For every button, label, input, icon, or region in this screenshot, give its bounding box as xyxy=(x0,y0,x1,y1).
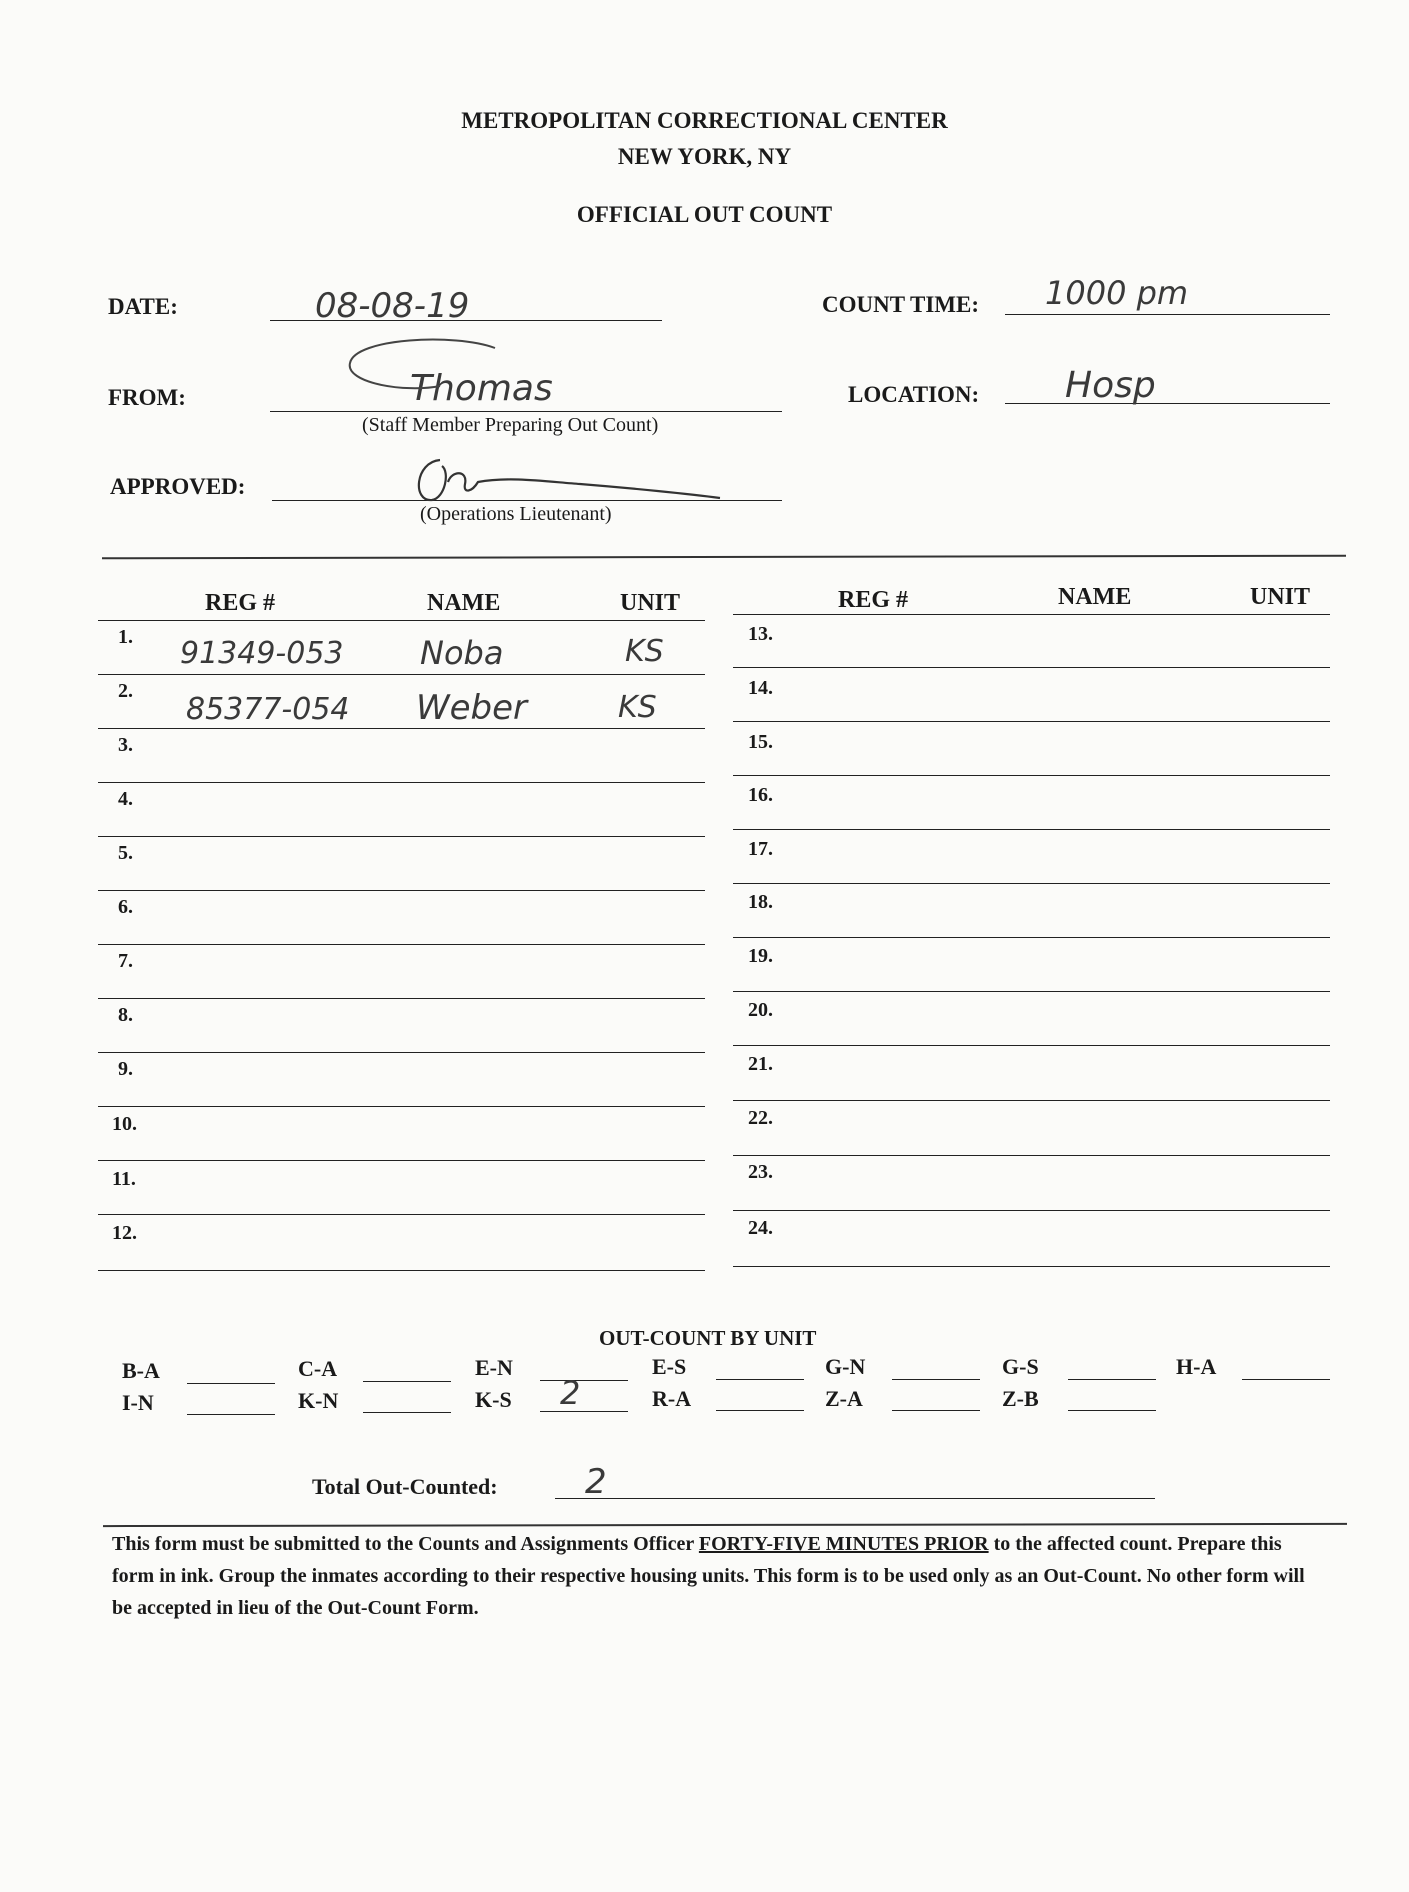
unit-line-z-a[interactable] xyxy=(892,1410,980,1411)
approved-caption: (Operations Lieutenant) xyxy=(420,503,612,525)
right-header-line xyxy=(733,614,1330,615)
unit-label-k-s: K-S xyxy=(475,1387,512,1412)
unit-line-g-s[interactable] xyxy=(1068,1379,1156,1380)
row-line xyxy=(733,883,1330,884)
row-line xyxy=(733,1266,1330,1267)
row-number: 1. xyxy=(118,626,133,648)
row-line xyxy=(733,721,1330,722)
right-name-header: NAME xyxy=(1058,584,1132,610)
unit-label-i-n: I-N xyxy=(122,1390,154,1415)
unit-label-e-s: E-S xyxy=(652,1354,687,1379)
instructions-deadline: FORTY-FIVE MINUTES PRIOR xyxy=(698,1533,989,1555)
unit-label-z-a: Z-A xyxy=(825,1386,863,1411)
row-number: 5. xyxy=(118,842,133,864)
row-reg[interactable]: 91349-053 xyxy=(180,636,344,671)
from-signature-flourish xyxy=(345,338,545,413)
unit-value-k-s[interactable]: 2 xyxy=(560,1374,581,1412)
unit-line-h-a[interactable] xyxy=(1242,1379,1330,1380)
unit-label-e-n: E-N xyxy=(475,1355,513,1380)
row-number: 22. xyxy=(748,1107,773,1129)
row-number: 20. xyxy=(748,999,773,1021)
row-line xyxy=(98,1270,705,1271)
unit-label-g-s: G-S xyxy=(1002,1354,1039,1379)
date-value[interactable]: 08-08-19 xyxy=(315,286,470,326)
institution-location: NEW YORK, NY xyxy=(617,144,792,169)
unit-line-g-n[interactable] xyxy=(892,1379,980,1380)
row-number: 17. xyxy=(748,838,773,860)
unit-label-r-a: R-A xyxy=(652,1386,692,1411)
instructions-text-2: to the affected count. Prepare this form in ink. Group the inmates according to their respective housing units. This form is to be used only as an Out-Count. No other form will be accepted in lieu of the Out-Count Form. xyxy=(112,1533,1305,1619)
row-line xyxy=(98,782,705,783)
unit-label-k-n: K-N xyxy=(298,1388,339,1413)
unit-label-b-a: B-A xyxy=(122,1358,160,1383)
row-name[interactable]: Weber xyxy=(416,688,528,728)
row-line xyxy=(733,1100,1330,1101)
count-time-line xyxy=(1005,314,1330,315)
row-number: 21. xyxy=(748,1053,773,1075)
instructions xyxy=(112,1528,1322,1624)
left-unit-header: UNIT xyxy=(620,590,681,616)
row-number: 6. xyxy=(118,896,133,918)
date-label: DATE: xyxy=(108,294,178,319)
row-line xyxy=(733,1155,1330,1156)
unit-label-g-n: G-N xyxy=(825,1354,866,1379)
unit-label-h-a: H-A xyxy=(1176,1354,1217,1379)
instructions-text-1: This form must be submitted to the Counts and Assignments Officer xyxy=(112,1533,699,1555)
row-number: 8. xyxy=(118,1004,133,1026)
right-reg-header: REG # xyxy=(838,587,909,613)
row-line xyxy=(98,1160,705,1161)
approved-label: APPROVED: xyxy=(110,474,246,499)
row-line xyxy=(98,1052,705,1053)
row-line xyxy=(733,1045,1330,1046)
row-number: 15. xyxy=(748,731,773,753)
unit-line-i-n[interactable] xyxy=(187,1414,275,1415)
unit-label-c-a: C-A xyxy=(298,1356,338,1381)
row-number: 18. xyxy=(748,891,773,913)
location-label: LOCATION: xyxy=(848,382,980,407)
row-line xyxy=(733,1210,1330,1211)
row-line xyxy=(98,1214,705,1215)
row-line xyxy=(98,890,705,891)
row-number: 10. xyxy=(112,1113,137,1135)
count-time-value[interactable]: 1000 pm xyxy=(1045,274,1189,312)
right-unit-header: UNIT xyxy=(1250,584,1311,610)
row-unit[interactable]: KS xyxy=(625,634,664,669)
row-reg[interactable]: 85377-054 xyxy=(186,692,350,727)
from-caption: (Staff Member Preparing Out Count) xyxy=(362,414,659,436)
institution-name: METROPOLITAN CORRECTIONAL CENTER xyxy=(461,108,948,133)
row-line xyxy=(98,674,705,675)
row-number: 13. xyxy=(748,623,773,645)
total-value[interactable]: 2 xyxy=(585,1462,607,1502)
row-line xyxy=(733,991,1330,992)
row-line xyxy=(98,944,705,945)
row-number: 4. xyxy=(118,788,133,810)
row-line xyxy=(733,937,1330,938)
left-reg-header: REG # xyxy=(205,590,276,616)
header-separator xyxy=(102,555,1346,560)
row-number: 16. xyxy=(748,784,773,806)
row-line xyxy=(733,829,1330,830)
row-line xyxy=(98,998,705,999)
row-name[interactable]: Noba xyxy=(420,634,504,672)
row-number: 23. xyxy=(748,1161,773,1183)
total-label: Total Out-Counted: xyxy=(312,1474,498,1499)
from-signature[interactable]: Thomas xyxy=(410,368,553,409)
row-number: 12. xyxy=(112,1222,137,1244)
count-time-label: COUNT TIME: xyxy=(822,292,979,317)
unit-label-z-b: Z-B xyxy=(1002,1386,1039,1411)
left-header-line xyxy=(98,620,705,621)
unit-line-e-s[interactable] xyxy=(716,1379,804,1380)
outcount-title: OUT-COUNT BY UNIT xyxy=(599,1326,817,1350)
row-unit[interactable]: KS xyxy=(618,690,657,725)
row-number: 11. xyxy=(112,1168,136,1190)
unit-line-r-a[interactable] xyxy=(716,1410,804,1411)
unit-line-b-a[interactable] xyxy=(187,1383,275,1384)
row-number: 14. xyxy=(748,677,773,699)
row-number: 2. xyxy=(118,680,133,702)
total-line xyxy=(555,1498,1155,1499)
row-line xyxy=(98,1106,705,1107)
location-line xyxy=(1005,403,1330,404)
row-line xyxy=(98,836,705,837)
unit-line-z-b[interactable] xyxy=(1068,1410,1156,1411)
row-line xyxy=(98,728,705,729)
row-number: 7. xyxy=(118,950,133,972)
left-name-header: NAME xyxy=(427,590,501,616)
row-number: 9. xyxy=(118,1058,133,1080)
from-label: FROM: xyxy=(108,385,186,410)
row-number: 24. xyxy=(748,1217,773,1239)
unit-line-k-s[interactable] xyxy=(540,1411,628,1412)
unit-line-k-n[interactable] xyxy=(363,1412,451,1413)
row-line xyxy=(733,775,1330,776)
row-number: 19. xyxy=(748,945,773,967)
location-value[interactable]: Hosp xyxy=(1065,365,1156,406)
unit-line-e-n[interactable] xyxy=(540,1380,628,1381)
unit-line-c-a[interactable] xyxy=(363,1381,451,1382)
footer-separator xyxy=(103,1523,1347,1527)
row-line xyxy=(733,667,1330,668)
form-title: OFFICIAL OUT COUNT xyxy=(576,202,833,227)
row-number: 3. xyxy=(118,734,133,756)
